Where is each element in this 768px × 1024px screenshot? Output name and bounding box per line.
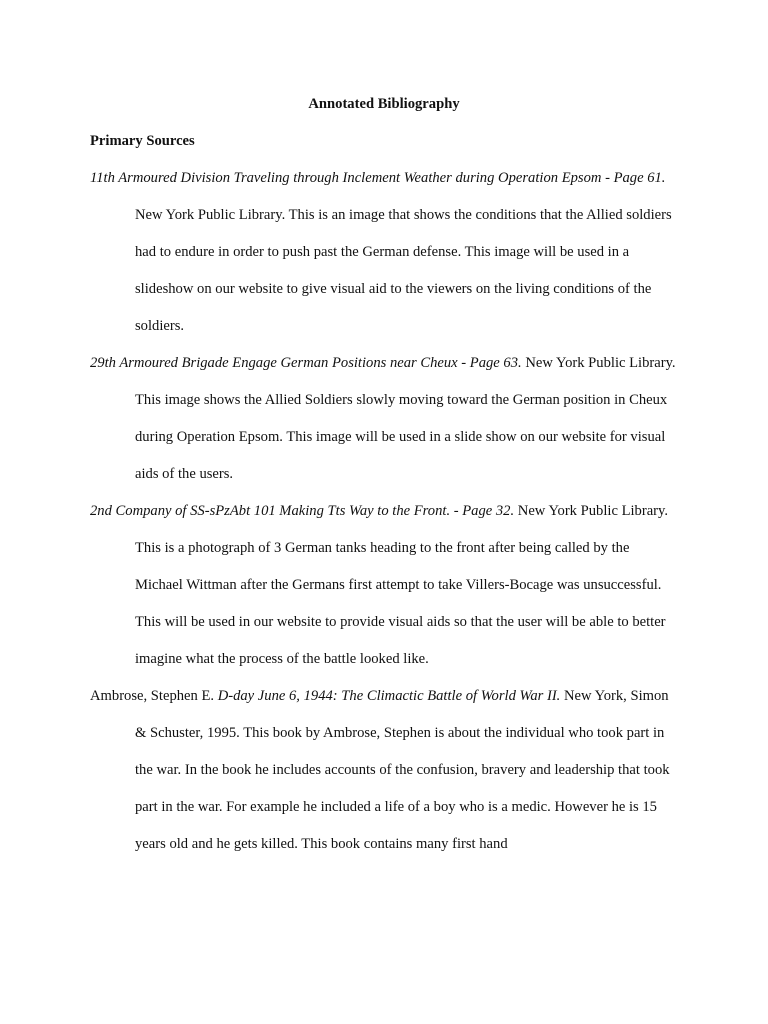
- bibliography-entry: [90, 160, 678, 345]
- bibliography-entries: [90, 160, 678, 863]
- section-heading: Primary Sources: [90, 133, 195, 149]
- bibliography-entry: [90, 678, 678, 863]
- bibliography-entry: [90, 345, 678, 493]
- entry-annotation: New York Public Library. This image shows the Allied Soldiers slowly moving toward the German position in Cheux during Operation Epsom. This image will be used in a slide show on our website for visual aids of the users.: [135, 355, 676, 482]
- bibliography-entry: [90, 493, 678, 678]
- entry-annotation: New York, Simon & Schuster, 1995. This book by Ambrose, Stephen is about the individual who took part in the war. In the book he includes accounts of the confusion, bravery and leadership that took part in the war. For example he included a life of a boy who is a medic. However he is 15 years old and he gets killed. This book contains many first hand: [135, 688, 670, 852]
- entry-annotation: New York Public Library. This is a photograph of 3 German tanks heading to the front after being called by the Michael Wittman after the Germans first attempt to take Villers-Bocage was unsuccessful. This will be used in our website to provide visual aids so that the user will be able to better imagine what the process of the battle looked like.: [135, 503, 669, 667]
- entry-title: 11th Armoured Division Traveling through Inclement Weather during Operation Epsom - Page 61.: [90, 170, 666, 186]
- entry-title: 2nd Company of SS-sPzAbt 101 Making Tts Way to the Front. - Page 32.: [90, 503, 515, 519]
- entry-title: 29th Armoured Brigade Engage German Positions near Cheux - Page 63.: [90, 355, 522, 371]
- entry-annotation: New York Public Library. This is an image that shows the conditions that the Allied soldiers had to endure in order to push past the German defense. This image will be used in a slideshow on our website to give visual aid to the viewers on the living conditions of the soldiers.: [135, 207, 672, 334]
- page-title: Annotated Bibliography: [308, 96, 460, 112]
- entry-author: Ambrose, Stephen E.: [90, 688, 218, 704]
- entry-title: D-day June 6, 1944: The Climactic Battle of World War II.: [217, 688, 561, 704]
